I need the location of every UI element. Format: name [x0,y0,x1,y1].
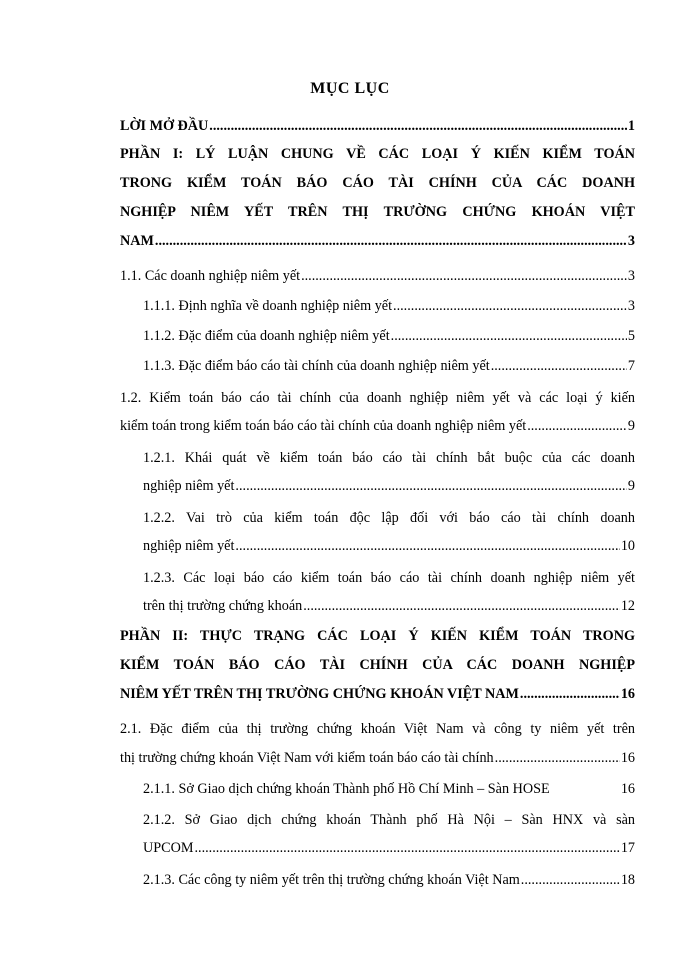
toc-entry-phan-1-line-3[interactable]: NGHIỆP NIÊM YẾT TRÊN THỊ TRƯỜNG CHỨNG KHOÁN VIỆT [120,204,635,220]
toc-entry-phan-2-line-1[interactable]: PHẦN II: THỰC TRẠNG CÁC LOẠI Ý KIẾN KIỂM TOÁN TRONG [120,628,635,644]
toc-entry-1-2-3-line-1[interactable]: 1.2.3. Các loại báo cáo kiểm toán báo cáo tài chính doanh nghiệp niêm yết [143,570,635,586]
toc-entry-text: 2.1.3. Các công ty niêm yết trên thị trường chứng khoán Việt Nam [143,872,520,888]
toc-entry-1-2-line-1[interactable]: 1.2. Kiểm toán báo cáo tài chính của doanh nghiệp niêm yết và các loại ý kiến [120,390,635,406]
toc-page-number: 16 [620,750,635,766]
dot-leader [495,750,620,767]
toc-entry-1-2-2-line-2[interactable] [143,538,635,555]
toc-entry-text: 1.1. Các doanh nghiệp niêm yết [120,268,301,284]
dot-leader [301,268,627,285]
toc-entry-2-1-line-1[interactable]: 2.1. Đặc điểm của thị trường chứng khoán Việt Nam và công ty niêm yết trên [120,721,635,737]
toc-entry-text: 1.1.3. Đặc điểm báo cáo tài chính của doanh nghiệp niêm yết [143,358,490,374]
toc-entry-1-1[interactable] [120,268,635,285]
toc-entry-phan-1-line-1[interactable]: PHẦN I: LÝ LUẬN CHUNG VỀ CÁC LOẠI Ý KIẾN KIỂM TOÁN [120,146,635,162]
toc-entry-text: 2.1.1. Sở Giao dịch chứng khoán Thành phố Hồ Chí Minh – Sàn HOSE [143,781,550,797]
dot-leader [520,686,620,703]
dot-leader [303,598,620,615]
page-title: MỤC LỤC [310,80,390,97]
toc-page-number: 3 [627,298,635,314]
toc-entry-phan-1-line-2[interactable]: TRONG KIỂM TOÁN BÁO CÁO TÀI CHÍNH CỦA CÁC DOANH [120,175,635,191]
toc-page-number: 9 [627,418,635,434]
toc-entry-phan-1-line-4[interactable] [120,233,635,250]
dot-leader [491,358,627,375]
dot-leader [194,840,619,857]
toc-entry-2-1-line-2[interactable] [120,750,635,767]
toc-entry-text: kiểm toán trong kiểm toán báo cáo tài chính của doanh nghiệp niêm yết [120,418,527,434]
toc-entry-1-1-1[interactable] [143,298,635,315]
toc-entry-2-1-3[interactable] [143,872,635,889]
dot-leader [155,233,627,250]
toc-page-number: 3 [627,233,635,249]
toc-entry-text: thị trường chứng khoán Việt Nam với kiểm toán báo cáo tài chính [120,750,494,766]
toc-entry-text: trên thị trường chứng khoán [143,598,303,614]
toc-page-number: 9 [627,478,635,494]
dot-leader [393,298,627,315]
toc-page-number: 3 [627,268,635,284]
toc-entry-1-2-3-line-2[interactable] [143,598,635,615]
toc-entry-1-1-2[interactable] [143,328,635,345]
dot-leader [527,418,627,435]
toc-entry-phan-2-line-3[interactable] [120,686,635,703]
toc-entry-2-1-1[interactable] [143,781,635,798]
dot-leader [209,118,627,135]
toc-entry-1-2-1-line-1[interactable]: 1.2.1. Khái quát về kiểm toán báo cáo tài chính bắt buộc của các doanh [143,450,635,466]
toc-entry-2-1-2-line-2[interactable] [143,840,635,857]
toc-entry-text: NIÊM YẾT TRÊN THỊ TRƯỜNG CHỨNG KHOÁN VIỆT NAM [120,686,519,702]
toc-page-number: 5 [627,328,635,344]
dot-leader [391,328,627,345]
toc-page-number: 1 [627,118,635,134]
toc-entry-1-2-line-2[interactable] [120,418,635,435]
toc-page-number: 16 [620,781,635,797]
toc-page-number: 10 [620,538,635,554]
toc-page-number: 12 [620,598,635,614]
toc-entry-text: nghiệp niêm yết [143,478,235,494]
toc-entry-loi-mo-dau[interactable] [120,118,635,135]
toc-page-number: 18 [620,872,635,888]
toc-entry-1-2-1-line-2[interactable] [143,478,635,495]
dot-leader [235,478,626,495]
toc-entry-text: nghiệp niêm yết [143,538,235,554]
toc-entry-1-2-2-line-1[interactable]: 1.2.2. Vai trò của kiểm toán độc lập đối với báo cáo tài chính doanh [143,510,635,526]
toc-entry-2-1-2-line-1[interactable]: 2.1.2. Sở Giao dịch chứng khoán Thành phố Hà Nội – Sàn HNX và sàn [143,812,635,828]
toc-entry-text: LỜI MỞ ĐẦU [120,118,209,134]
toc-entry-text: 1.1.2. Đặc điểm của doanh nghiệp niêm yết [143,328,390,344]
dot-leader [521,872,620,889]
toc-page-number: 7 [627,358,635,374]
toc-entry-phan-2-line-2[interactable]: KIỂM TOÁN BÁO CÁO TÀI CHÍNH CỦA CÁC DOANH NGHIỆP [120,657,635,673]
toc-entry-1-1-3[interactable] [143,358,635,375]
toc-page-number: 17 [620,840,635,856]
toc-page-number: 16 [620,686,635,702]
toc-entry-text: UPCOM [143,840,194,856]
dot-leader [235,538,619,555]
toc-entry-text: 1.1.1. Định nghĩa về doanh nghiệp niêm yết [143,298,393,314]
toc-entry-text: NAM [120,233,154,249]
